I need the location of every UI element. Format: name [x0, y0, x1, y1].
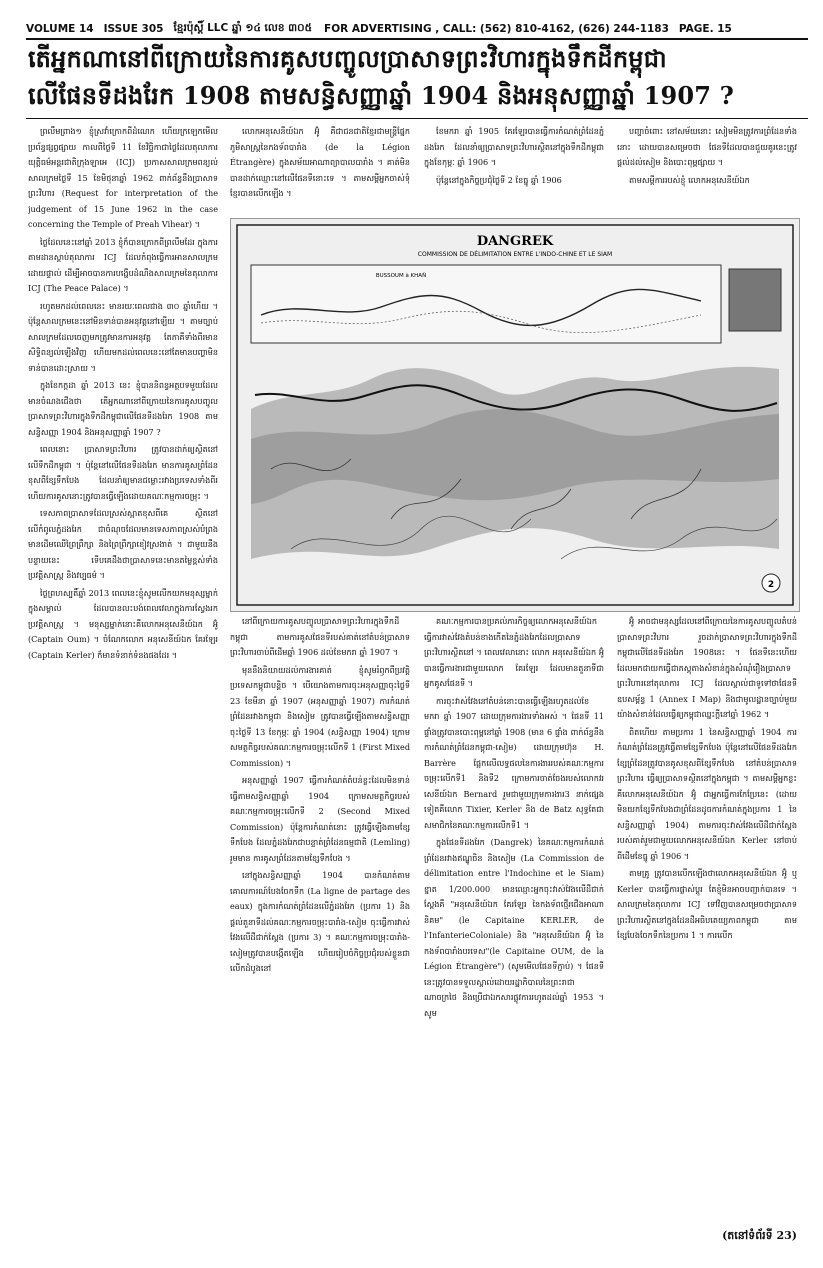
- paragraph: ពេលនោះ ប្រាសាទព្រះវិហារ ត្រូវបានដាក់ឲ្យស្ថិតនៅលើទឹកដីកម្ពុជា ។ ប៉ុន្តែនៅលើផែនទីដងរែក មានការគូសព្រំដែនខុសពីខ្សែទឹកបែង ដែលនាំឲ្យមានជម្លោះរវាងប្រទេសទាំងពីរ ហើយការគូសនោះត្រូវបានធ្វើឡើងដោយគណៈកម្មការចម្រុះ ។: [28, 444, 218, 501]
- headline-rule: [26, 118, 808, 119]
- paragraph: រហូតមកដល់ពេលនេះ មានរយៈពេលជាង ៣០ ឆ្នាំហើយ ។ ប៉ុន្តែសាលក្រមនេះនៅមិនទាន់បានអនុវត្តនៅឡើយ ។ តាមច្បាប់សាលក្រមដែលចេញមកត្រូវមានការអនុវត្ត តែភាគីទាំងពីរមានសិទ្ធិពន្យល់ឡើងវិញ ហើយមកដល់ពេលនេះនៅតែមានបញ្ហាមិនទាន់បានដោះស្រាយ ។: [28, 300, 218, 373]
- paragraph: មុននឹងនិយាយដល់ការងារគាត់ ខ្ញុំសូមរំឭកពីប្រវត្តិប្រទេសកម្ពុជាបន្តិច ។ បើយោងតាមការចុះអនុសញ្ញាចុះថ្ងៃទី 23 ខែមីនា ឆ្នាំ 1907 (អនុសញ្ញាឆ្នាំ 1907) ការកំណត់ព្រំដែនរវាងកម្ពុជា និងសៀម ត្រូវបានធ្វើឡើងតាមសន្ធិសញ្ញាចុះថ្ងៃទី 13 ខែកុម្ភៈ ឆ្នាំ 1904 (សន្ធិសញ្ញា 1904) ក្រោមសមត្ថកិច្ចរបស់គណៈកម្មការចម្រុះលើកទី 1 (First Mixed Commission) ។: [230, 664, 410, 768]
- page-number: PAGE. 15: [678, 23, 732, 35]
- paragraph: ខែមករា ឆ្នាំ 1905 គែរឡែរបានធ្វើការកំណត់ព្រំដែនភ្នំដងរែក ដែលនាំឲ្យប្រាសាទព្រះវិហារស្ថិតនៅក្នុងទឹកដីកម្ពុជា ក្នុងខែកុម្ភៈ ឆ្នាំ 1906 ។: [424, 126, 604, 167]
- header-rule: [26, 38, 808, 40]
- paragraph: ពិតហើយ តាមប្រការ 1 នៃសន្ធិសញ្ញាឆ្នាំ 1904 ការកំណត់ព្រំដែនត្រូវធ្វើតាមខ្សែទឹកបែង ប៉ុន្តែនៅលើផែនទីដងរែក ខ្សែព្រំដែនត្រូវបានគូសខុសពីខ្សែទឹកបែង នៅតំបន់ប្រាសាទព្រះវិហារ ធ្វើឲ្យប្រាសាទស្ថិតនៅក្នុងកម្ពុជា ។ តាមសម្តីអ្នកខ្លះ គឺលោកអនុសេនីយ៍ឯក អ៊ូំ ជាអ្នកធ្វើការកែប្រែនេះ (ដោយមិនយកខ្សែទឹកបែងជាព្រំដែនដូចការកំណត់ក្នុងប្រការ 1 នៃសន្ធិសញ្ញាឆ្នាំ 1904) តាមការចុះវាស់វែងលើដីជាក់ស្តែងរបស់គាត់រួមជាមួយលោកអនុសេនីយ៍ឯក Kerler នៅចាប់ពីដើមខែធ្នូ ឆ្នាំ 1906 ។: [617, 726, 797, 861]
- headline-line-2: លើផែនទីដងរែក 1908 តាមសន្ធិសញ្ញាឆ្នាំ 1904 និងអនុសញ្ញាឆ្នាំ 1907 ?: [28, 81, 735, 110]
- dangrek-map-figure: [230, 218, 800, 612]
- article-column-4-bottom: [617, 614, 797, 1224]
- sheet-number: 2: [767, 580, 775, 590]
- inset-detail-box: [729, 269, 781, 331]
- continued-on-page[interactable]: (តនៅទំព័រទី 23): [722, 1229, 797, 1242]
- paragraph: ក្នុងផែនទីដងរែក (Dangrek) នៃគណៈកម្មការកំណត់ព្រំដែនរវាងឥណ្ឌូចិន និងសៀម (La Commission de délimitation entre l'Indochine et le Siam) ខ្នាត 1/200.000 មានឈ្មោះអ្នកចុះវាស់វែងលើដីជាក់ស្តែងគឺ "អនុសេនីយ៍ឯក គែរឡែរ នៃកងទ័ពថ្មើរជើងអាណានិគម" (le Capitaine KERLER, de l'InfanterieColoniale) និង "អនុសេនីយ៍ឯក អ៊ូំ នៃកងទ័ពបារាំងបរទេស"(le Capitaine OUM, de la Légion Étrangère") (សូមមើលផែនទីភ្ជាប់) ។ ផែនទីនេះត្រូវបានទទួលស្គាល់ដោយរដ្ឋាភិបាលនៃព្រះរាជាណាចក្រថៃ និងប្រើជាឯកសារផ្លូវការរហូតដល់ឆ្នាំ 1953 ។ សូម: [424, 837, 604, 1018]
- page-header: [26, 21, 806, 37]
- article-column-4-top: [617, 124, 797, 212]
- article-column-3-top: [424, 124, 604, 212]
- article-column-1: [28, 124, 218, 1252]
- paragraph: តាមសម្តីការរបស់ខ្ញុំ លោកអនុសេនីយ៍ឯក: [629, 174, 750, 185]
- advertising-line: FOR ADVERTISING , CALL: (562) 810-4162, (626) 244-1183: [324, 23, 669, 35]
- paragraph: នៅពីក្រោយការគូសបញ្ចូលប្រាសាទព្រះវិហារក្នុងទឹកដីកម្ពុជា តាមការគូសផែនទីរបស់គាត់នៅតំបន់ប្រាសាទព្រះវិហារចាប់ពីដើមឆ្នាំ 1906 ដល់ខែមករា ឆ្នាំ 1907 ។: [230, 616, 410, 657]
- headline-line-1: តើអ្នកណានៅពីក្រោយនៃការគូសបញ្ចូលប្រាសាទព្រះវិហារក្នុងទឹកដីកម្ពុជា: [28, 44, 667, 73]
- paragraph: ទេសភាពប្រាសាទដែលស្រស់ស្អាតខុសពីគេ ស្ថិតនៅលើកំពូលភ្នំដងរែក ជាចំណុចដែលមានទេសភាពស្រស់បំព្រង មានដើមឈើព្រៃព្រឹក្សា និងព្រៃព្រឹក្សាខៀវស្រងាត់ ។ ជាមួយនឹងបន្ទាយនេះ ទើបគេដឹងថាប្រាសាទនេះមានតម្លៃខ្ពស់ទាំងប្រវត្តិសាស្ត្រ និងវប្បធម៌ ។: [28, 508, 218, 580]
- map-subtitle: COMMISSION DE DÉLIMITATION ENTRE L'INDO-CHINE ET LE SIAM: [417, 251, 613, 258]
- paragraph: ថ្ងៃដែលនេះនៅឆ្នាំ 2013 ខ្ញុំក៏បានក្រោកពីព្រលឹមដែរ ក្នុងការតាមដានស្តាប់តុលាការ ICJ ដែលកំពុងធ្វើការអានសាលក្រមដោយផ្ទាល់ ដើម្បីអាចបានការបង្ហើបដំណឹងសាលក្រមនៃតុលាការ ICJ (The Peace Palace) ។: [28, 236, 218, 293]
- issue-label: ISSUE 305: [103, 23, 164, 35]
- publication-name: ខ្មែរប៉ុស្តិ៍ LLC ឆ្នាំ ១៤ លេខ ៣០៥: [173, 21, 313, 34]
- paragraph: លោកអនុសេនីយ៍ឯក អ៊ូំ គឺជាជនជាតិខ្មែរជាមន្ត្រីផ្នែកភូមិសាស្ត្រនៃកងទ័ពបារាំង (de la Légion Étrangère) ក្នុងសម័យអាណាព្យាបាលបារាំង ។ គាត់មិនបានដាក់ឈ្មោះនៅលើផែនទីនោះទេ ។ តាមសម្តីអ្នកចាស់ទុំខ្មែរបានលើកឡើង ។: [230, 126, 410, 198]
- paragraph: ព្រលឹមព្រាង១ ខ្ញុំស្រវាំក្រោកពីដំណេក ហើយក្រឡេកមើលប្រព័ន្ធផ្សព្វផ្សាយ កាលពីថ្ងៃទី 11 ខែវិច្ឆិកាជាថ្ងៃដែលតុលាការយុត្តិធម៌អន្តរជាតិក្រុងឡាអេ (ICJ) ប្រកាសសាលក្រមពន្យល់សាលក្រមថ្ងៃទី 15 ខែមិថុនាឆ្នាំ 1962 ពាក់ព័ន្ធនឹងប្រាសាទព្រះវិហារ (Request for interpretation of the judgement of 15 June 1962 in the case concerning the Temple of Preah Vihear) ។: [28, 126, 218, 229]
- paragraph: ក្នុងខែកក្កដា ឆ្នាំ 2013 នេះ ខ្ញុំបាននិពន្ធអត្ថបទមួយដែលមានចំណងជើងថា តើអ្នកណានៅពីក្រោយនៃការគូសបញ្ចូលប្រាសាទព្រះវិហារក្នុងទឹកដីកម្ពុជាលើផែនទីដងរែក 1908 តាមសន្ធិសញ្ញា 1904 និងអនុសញ្ញាឆ្នាំ 1907 ?: [28, 380, 218, 437]
- inset-map-frame: [251, 265, 721, 343]
- paragraph: គណៈកម្មការបានប្រគល់ភារកិច្ចឲ្យលោកអនុសេនីយ៍ឯក ធ្វើការវាស់វែងតំបន់ខាងកើតនៃភ្នំដងរែកដែលប្រាសាទព្រះវិហារស្ថិតនៅ ។ ពេលវេលានោះ លោក អនុសេនីយ៍ឯក អ៊ូំ បានធ្វើការងារជាមួយលោក គែរឡែរ ដែលមានតួនាទីជាអ្នកគូសផែនទី ។: [424, 616, 604, 688]
- article-column-3-bottom: [424, 614, 604, 1254]
- paragraph: នៅក្នុងសន្ធិសញ្ញាឆ្នាំ 1904 បានកំណត់តាមគោលការណ៍បែងចែកទឹក (La ligne de partage des eaux) ក្នុងការកំណត់ព្រំដែនលើភ្នំដងរែក (ប្រការ 1) និងផ្តល់តួនាទីដល់គណៈកម្មការចម្រុះបារាំង-សៀម ចុះធ្វើការវាស់វែងលើដីជាក់ស្តែង (ប្រការ 3) ។ គណៈកម្មការចម្រុះបារាំង-សៀមត្រូវបានបង្កើតឡើង ហើយរៀបចំកិច្ចប្រជុំរបស់ខ្លួនជាលើកដំបូងនៅ: [230, 870, 410, 973]
- article-column-2-top: [230, 124, 410, 212]
- paragraph: ប៉ុន្តែនៅក្នុងកិច្ចប្រជុំថ្ងៃទី 2 ខែធ្នូ ឆ្នាំ 1906: [436, 174, 562, 185]
- map-drawing: [231, 219, 799, 611]
- article-column-2-bottom: [230, 614, 410, 1254]
- paragraph: ថ្ងៃព្រហស្បតិ៍ឆ្នាំ 2013 ពេលនេះខ្ញុំសូមលើកយកមនុស្សម្នាក់ក្នុងសម្គាល់ ដែលបានលះបង់ពេលវេលាក្នុងការស្វែងរកប្រវត្តិសាស្ត្រ ។ មនុស្សម្នាក់នោះគឺលោកអនុសេនីយ៍ឯក អ៊ូំ (Captain Oum) ។ ចំណែកលោក អនុសេនីយ៍ឯក គែរឡែរ (Captain Kerler) ក៏មានទំនាក់ទំនងផងដែរ ។: [28, 587, 218, 660]
- paragraph: អនុសញ្ញាឆ្នាំ 1907 ធ្វើការកំណត់តំបន់ខ្លះដែលមិនទាន់ធ្វើតាមសន្ធិសញ្ញាឆ្នាំ 1904 ក្រោមសមត្ថកិច្ចរបស់គណៈកម្មការចម្រុះលើកទី 2 (Second Mixed Commission) ប៉ុន្តែការកំណត់នោះ ត្រូវធ្វើឡើងតាមខ្សែទឹកបែង ដែលភ្នំដងរែកជាបន្ទាត់ព្រំដែនធម្មជាតិ (Lemling) រួមមាន ការគូសព្រំដែនតាមខ្សែទឹកបែង ។: [230, 775, 410, 863]
- paragraph: តាមគ្រូ ត្រូវបានលើកឡើងថាលោកអនុសេនីយ៍ឯក អ៊ូំ ឬ Kerler បានធ្វើការផ្លាស់ប្តូរ តែខ្ញុំមិនអាចបញ្ជាក់បានទេ ។ សាលក្រមនៃតុលាការ ICJ ទៅវិញបានសម្រេចថាប្រាសាទព្រះវិហារស្ថិតនៅក្នុងដែនដីអធិបតេយ្យភាពកម្ពុជា តាមខ្សែបែងចែកទឹកនៃប្រការ 1 ។ ការលើក: [617, 868, 797, 940]
- volume-label: VOLUME 14: [26, 23, 94, 35]
- paragraph: ការចុះវាស់វែងនៅតំបន់នោះបានធ្វើឡើងរហូតដល់ខែមករា ឆ្នាំ 1907 ដោយក្រុមការងារទាំងអស់ ។ ផែនទី 11 ផ្ទាំងត្រូវបានបោះពុម្ពនៅឆ្នាំ 1908 (មាន 6 ផ្ទាំង ពាក់ព័ន្ធនឹងការកំណត់ព្រំដែនកម្ពុជា-សៀម) ដោយក្រុមហ៊ុន H. Barrère ផ្អែកលើលទ្ធផលនៃការងាររបស់គណៈកម្មការចម្រុះលើកទី1 និងទី2 ក្រោមការចាត់ចែងរបស់លោកវរសេនីយ៍ឯក Bernard រួមជាមួយក្រុមការងារ3 នាក់ផ្សេងទៀតគឺលោក Tixier, Kerler និង de Batz សុទ្ធតែជាសមាជិកនៃគណៈកម្មការលើកទី1 ។: [424, 695, 604, 830]
- map-title: DANGREK: [476, 234, 554, 249]
- paragraph: បញ្ហាចំពោះ នៅសម័យនោះ សៀមមិនត្រូវការព្រំដែនទាំងនោះ ដោយបានសម្រេចថា ផែនទីដែលបានជួយគូរនេះត្រូវផ្តល់ដល់សៀម និងបោះពុម្ពផ្សាយ ។: [617, 126, 797, 167]
- paragraph: អ៊ូំ អាចជាមនុស្សដែលនៅពីក្រោយនៃការគូសបញ្ចូលតំបន់ប្រាសាទព្រះវិហារ រួចដាក់ប្រាសាទព្រះវិហារក្នុងទឹកដីកម្ពុជាលើផែនទីដងរែក 1908នេះ ។ ផែនទីនេះហើយដែលមកជាយកធ្វើជាភស្តុតាងសំខាន់ក្នុងសំណុំរឿងប្រាសាទព្រះវិហារនៅតុលាការ ICJ ដែលស្គាល់ជាទូទៅថាផែនទីឧបសម្ព័ន្ធ 1 (Annex I Map) និងជាមូលដ្ឋានច្បាប់មួយយ៉ាងសំខាន់ដែលធ្វើឲ្យកម្ពុជាឈ្នះក្តីនៅឆ្នាំ 1962 ។: [617, 616, 797, 719]
- inset-map-label: BUSSOUM à KHAÑ: [375, 273, 427, 279]
